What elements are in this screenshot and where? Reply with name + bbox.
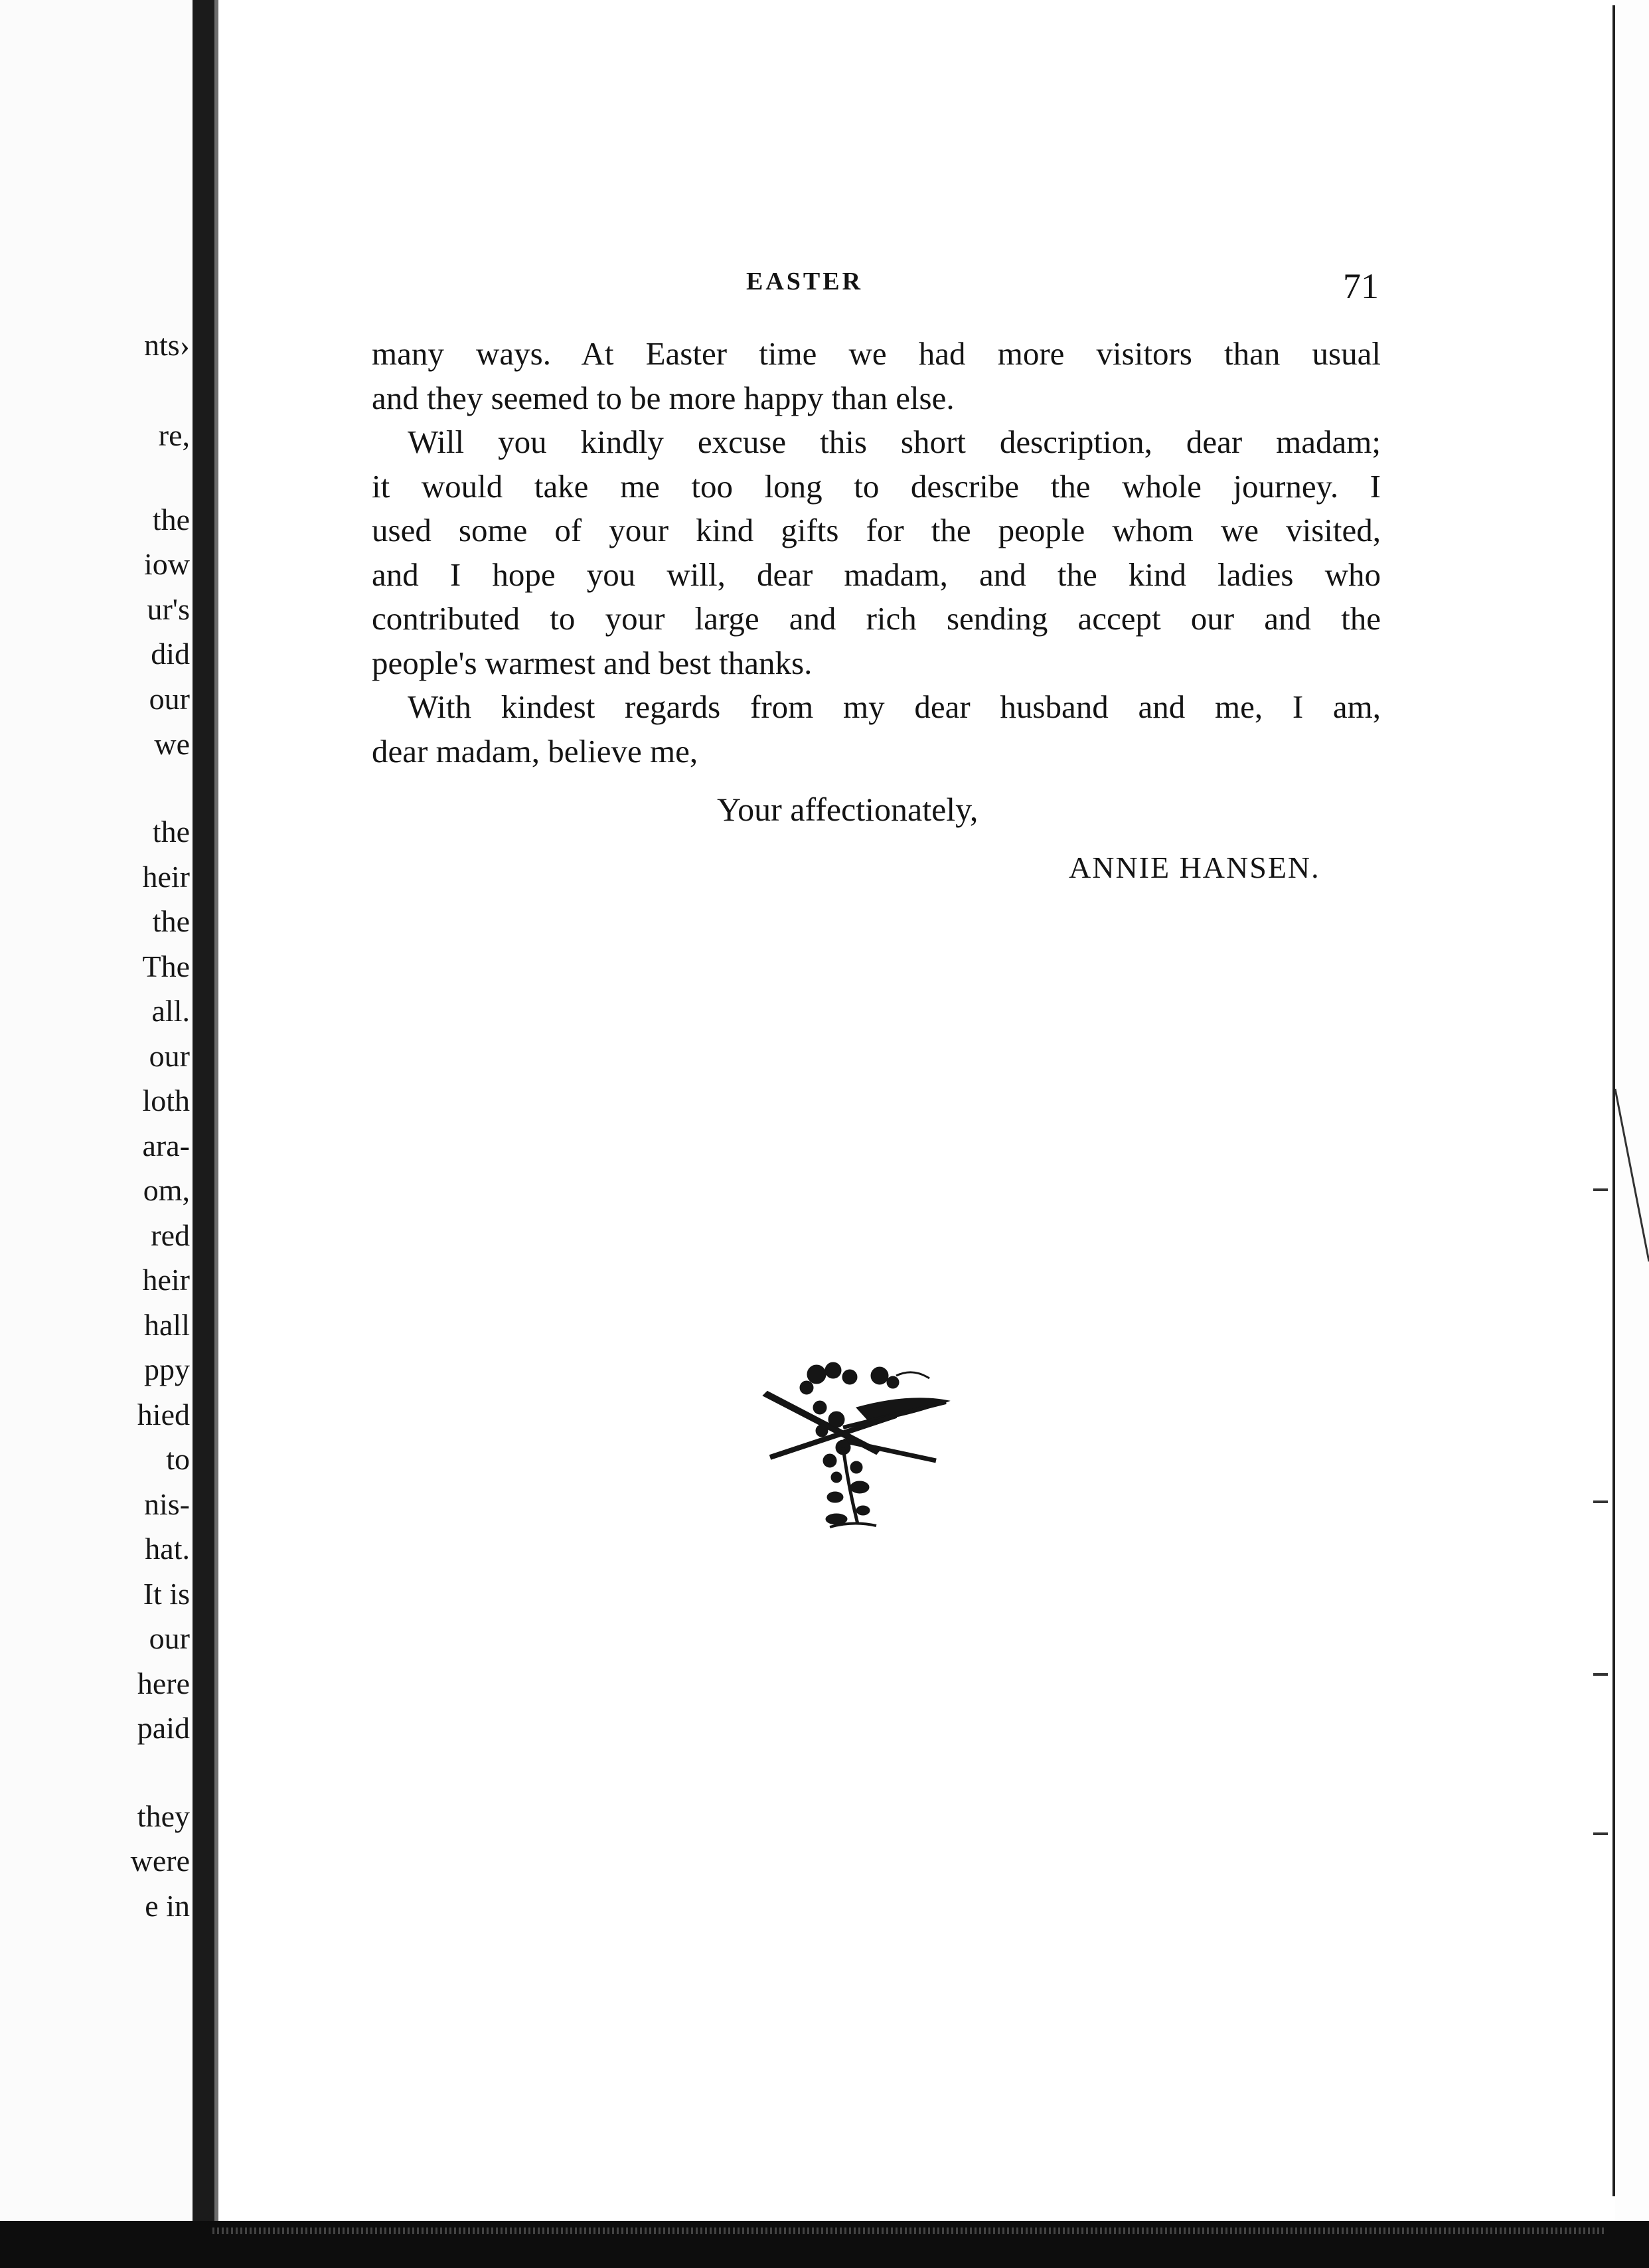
left-page-fragment: iow bbox=[144, 547, 190, 581]
edge-mark bbox=[1593, 1188, 1608, 1191]
text-line: it would take me too long to describe the whole journey. I bbox=[372, 467, 1381, 505]
left-page-fragment: to bbox=[166, 1442, 190, 1476]
left-page-fragment: the bbox=[152, 503, 190, 536]
left-page-fragment: nis- bbox=[144, 1487, 190, 1521]
running-head: EASTER bbox=[746, 268, 864, 295]
left-page-fragment: ur's bbox=[147, 592, 190, 626]
left-page-fragment: the bbox=[152, 815, 190, 849]
text-line: contributed to your large and rich sending accept our and the bbox=[372, 600, 1381, 637]
left-page-fragment: ara- bbox=[142, 1129, 190, 1163]
left-page-fragment: It is bbox=[143, 1577, 190, 1611]
left-page-fragment: ppy bbox=[144, 1352, 190, 1386]
edge-mark bbox=[1593, 1500, 1608, 1503]
signature-first-name: ANNIE bbox=[1069, 850, 1171, 884]
text-line: Will you kindly excuse this short description, dear madam; bbox=[408, 424, 1381, 460]
left-page-fragment: our bbox=[149, 682, 190, 716]
edge-mark bbox=[1593, 1673, 1608, 1676]
edge-mark bbox=[1593, 1832, 1608, 1835]
left-page-fragment: om, bbox=[143, 1173, 190, 1207]
left-page-fragment: The bbox=[142, 949, 190, 983]
text-line: and I hope you will, dear madam, and the kind ladies who bbox=[372, 556, 1381, 593]
left-page-fragment: all. bbox=[151, 994, 190, 1028]
page-edge-line-icon bbox=[1615, 0, 1649, 2221]
left-page-fragment: heir bbox=[142, 860, 190, 894]
text-line: and they seemed to be more happy than else. bbox=[372, 379, 955, 416]
right-scan-margin bbox=[1615, 0, 1649, 2221]
valediction: Your affectionately, bbox=[717, 791, 979, 828]
left-page-fragment: we bbox=[154, 727, 190, 761]
left-page-fragment: nts› bbox=[144, 328, 190, 362]
left-page-fragment: here bbox=[137, 1666, 190, 1700]
left-page-fragment: hall bbox=[144, 1308, 190, 1342]
left-page-fragment: our bbox=[149, 1621, 190, 1655]
left-page-fragment: did bbox=[151, 637, 190, 671]
scan-noise bbox=[212, 2228, 1607, 2234]
left-page-fragment: red bbox=[151, 1218, 190, 1252]
page-number: 71 bbox=[1343, 266, 1379, 306]
letter-body bbox=[372, 332, 1381, 773]
signature-last-name: HANSEN. bbox=[1179, 850, 1320, 884]
left-page-fragment: loth bbox=[142, 1084, 190, 1117]
book-gutter bbox=[193, 0, 214, 2221]
facing-page-left bbox=[0, 0, 193, 2221]
left-page-fragment: hat. bbox=[145, 1532, 190, 1566]
text-line: people's warmest and best thanks. bbox=[372, 644, 813, 681]
left-page-fragment: hied bbox=[137, 1398, 190, 1431]
left-page-fragment: they bbox=[137, 1799, 190, 1833]
left-page-fragment: our bbox=[149, 1039, 190, 1073]
text-line: With kindest regards from my dear husband and me, I am, bbox=[408, 688, 1381, 725]
text-line: used some of your kind gifts for the people whom we visited, bbox=[372, 512, 1381, 548]
signature bbox=[1069, 850, 1320, 885]
left-page-fragment: heir bbox=[142, 1263, 190, 1297]
text-line: many ways. At Easter time we had more visitors than usual bbox=[372, 335, 1381, 372]
left-page-fragment: e in bbox=[145, 1889, 190, 1923]
text-line: dear madam, believe me, bbox=[372, 732, 698, 770]
left-page-fragment: the bbox=[152, 904, 190, 938]
left-page-fragment: re, bbox=[158, 418, 190, 452]
left-page-fragment: paid bbox=[137, 1711, 190, 1745]
floral-quill-ornament-icon bbox=[744, 1361, 956, 1540]
left-page-fragment: were bbox=[130, 1844, 190, 1878]
